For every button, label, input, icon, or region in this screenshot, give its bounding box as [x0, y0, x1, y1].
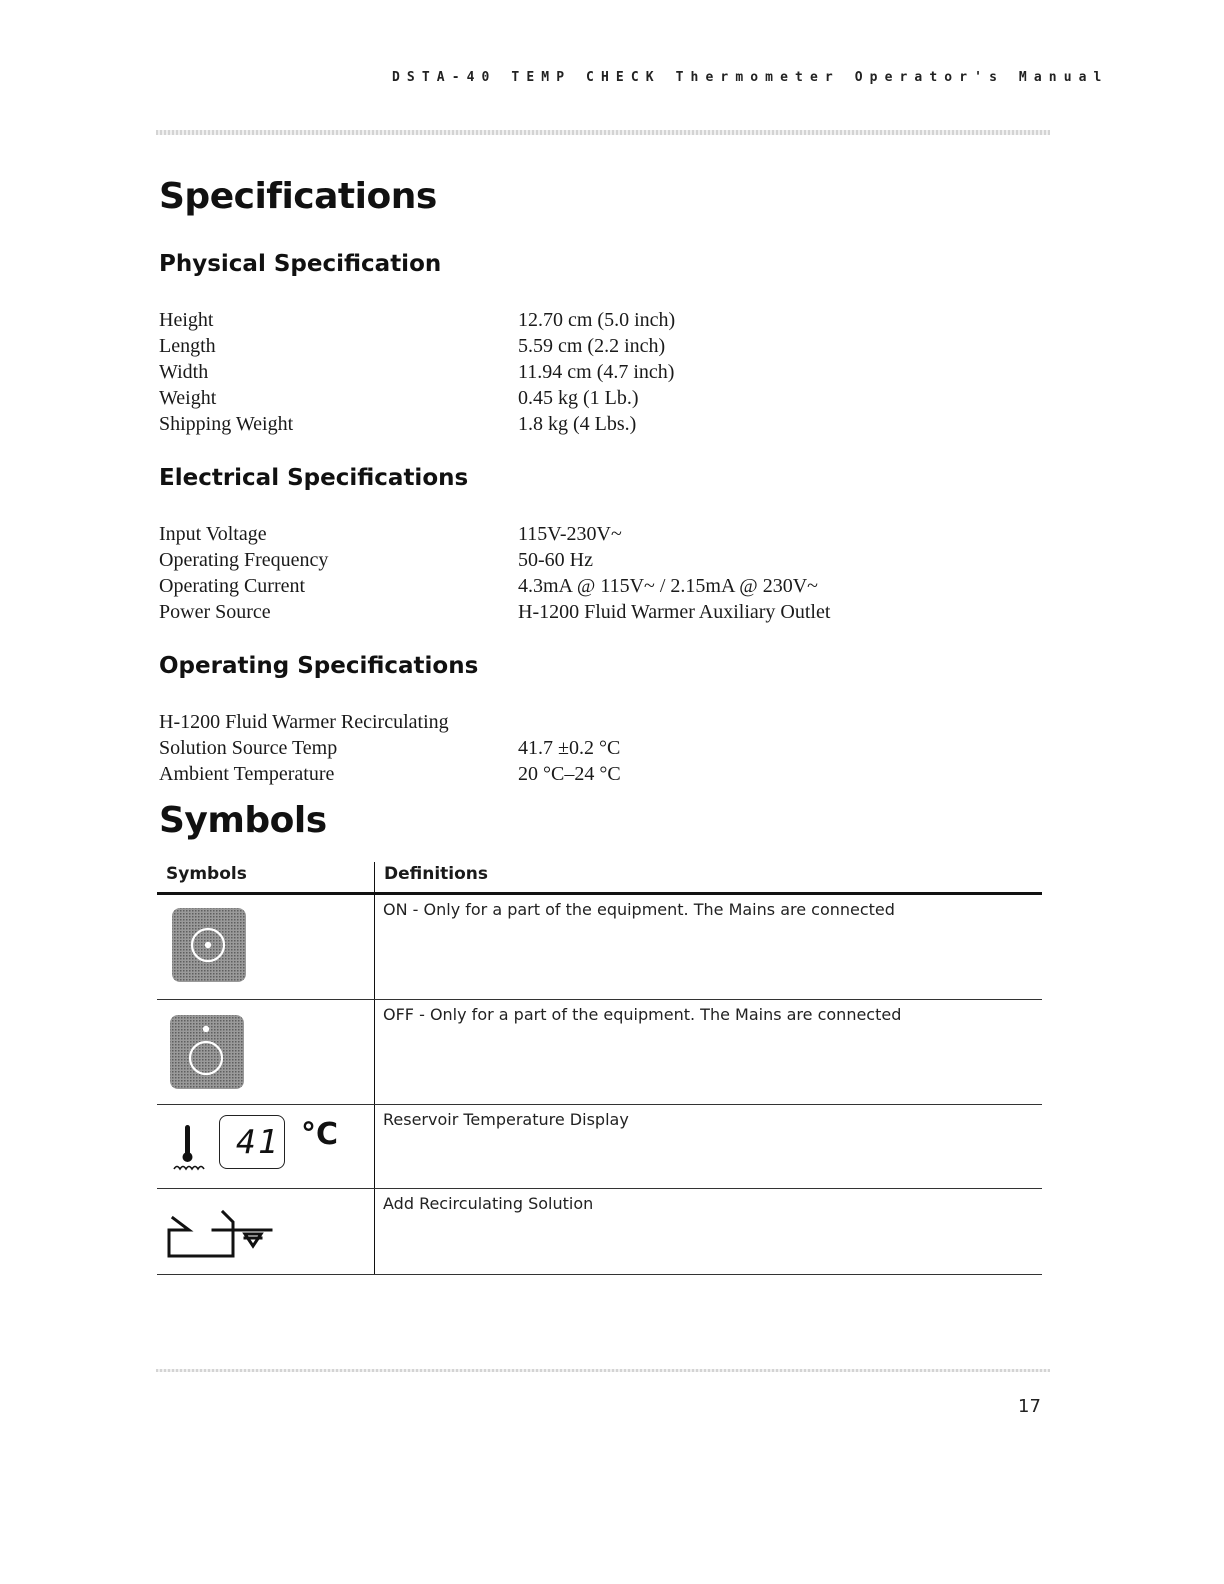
spec-row — [159, 761, 621, 787]
spec-row — [159, 573, 830, 599]
spec-label: Power Source — [159, 601, 271, 623]
spec-row — [159, 307, 675, 333]
spec-row — [159, 735, 621, 761]
symbol-definition: OFF - Only for a part of the equipment. The Mains are connected — [374, 1000, 1042, 1104]
symbols-table-header — [157, 862, 1042, 895]
spec-value: 4.3mA @ 115V~ / 2.15mA @ 230V~ — [518, 575, 818, 597]
reservoir-temperature-display-icon — [219, 1115, 285, 1169]
definitions-column-header: Definitions — [374, 862, 1042, 892]
spec-value: 0.45 kg (1 Lb.) — [518, 387, 639, 409]
spec-label: Solution Source Temp — [159, 737, 338, 759]
add-recirculating-solution-icon — [165, 1201, 277, 1261]
spec-value: 5.59 cm (2.2 inch) — [518, 335, 666, 357]
spec-value: 41.7 ±0.2 °C — [518, 737, 621, 759]
table-row — [157, 1000, 1042, 1105]
spec-value: 115V-230V~ — [518, 523, 622, 545]
footer-divider — [156, 1369, 1050, 1372]
spec-row — [159, 547, 830, 573]
table-row — [157, 895, 1042, 1000]
spec-label: Width — [159, 361, 209, 383]
spec-value: 11.94 cm (4.7 inch) — [518, 361, 675, 383]
celsius-unit: °C — [301, 1117, 339, 1152]
physical-spec-table — [159, 307, 675, 437]
symbols-column-header: Symbols — [166, 864, 247, 884]
spec-row — [159, 385, 675, 411]
spec-row — [159, 333, 675, 359]
spec-row — [159, 359, 675, 385]
header-divider — [156, 130, 1050, 135]
spec-value: 50-60 Hz — [518, 549, 593, 571]
symbols-title: Symbols — [159, 800, 327, 841]
spec-label: H-1200 Fluid Warmer Recirculating — [159, 711, 449, 733]
spec-row — [159, 521, 830, 547]
symbols-table — [157, 862, 1042, 1275]
symbol-definition: Add Recirculating Solution — [374, 1189, 1042, 1274]
spec-value: 1.8 kg (4 Lbs.) — [518, 413, 637, 435]
spec-label: Input Voltage — [159, 523, 267, 545]
physical-spec-heading: Physical Specification — [159, 251, 442, 277]
spec-label: Weight — [159, 387, 217, 409]
page-number: 17 — [1018, 1396, 1041, 1417]
spec-value: 20 °C–24 °C — [518, 763, 621, 785]
spec-row — [159, 599, 830, 625]
spec-label: Operating Frequency — [159, 549, 329, 571]
spec-label: Length — [159, 335, 216, 357]
power-off-icon — [169, 1014, 245, 1090]
electrical-spec-table — [159, 521, 830, 625]
symbol-definition: ON - Only for a part of the equipment. The Mains are connected — [374, 895, 1042, 999]
table-row — [157, 1105, 1042, 1189]
display-value: 41 — [236, 1122, 280, 1161]
symbol-definition: Reservoir Temperature Display — [374, 1105, 1042, 1188]
operating-spec-table — [159, 709, 621, 787]
spec-label: Shipping Weight — [159, 413, 294, 435]
spec-value: 12.70 cm (5.0 inch) — [518, 309, 676, 331]
operating-spec-heading: Operating Specifications — [159, 653, 479, 679]
spec-label: Height — [159, 309, 214, 331]
spec-label: Ambient Temperature — [159, 763, 335, 785]
spec-label: Operating Current — [159, 575, 306, 597]
spec-row — [159, 411, 675, 437]
power-on-icon — [171, 907, 247, 983]
table-row — [157, 1189, 1042, 1275]
running-header: DSTA-40 TEMP CHECK Thermometer Operator's Manual — [392, 70, 1109, 85]
page-title: Specifications — [159, 176, 437, 217]
thermometer-icon — [171, 1123, 207, 1173]
spec-row — [159, 709, 621, 735]
electrical-spec-heading: Electrical Specifications — [159, 465, 469, 491]
spec-value: H-1200 Fluid Warmer Auxiliary Outlet — [518, 601, 831, 623]
